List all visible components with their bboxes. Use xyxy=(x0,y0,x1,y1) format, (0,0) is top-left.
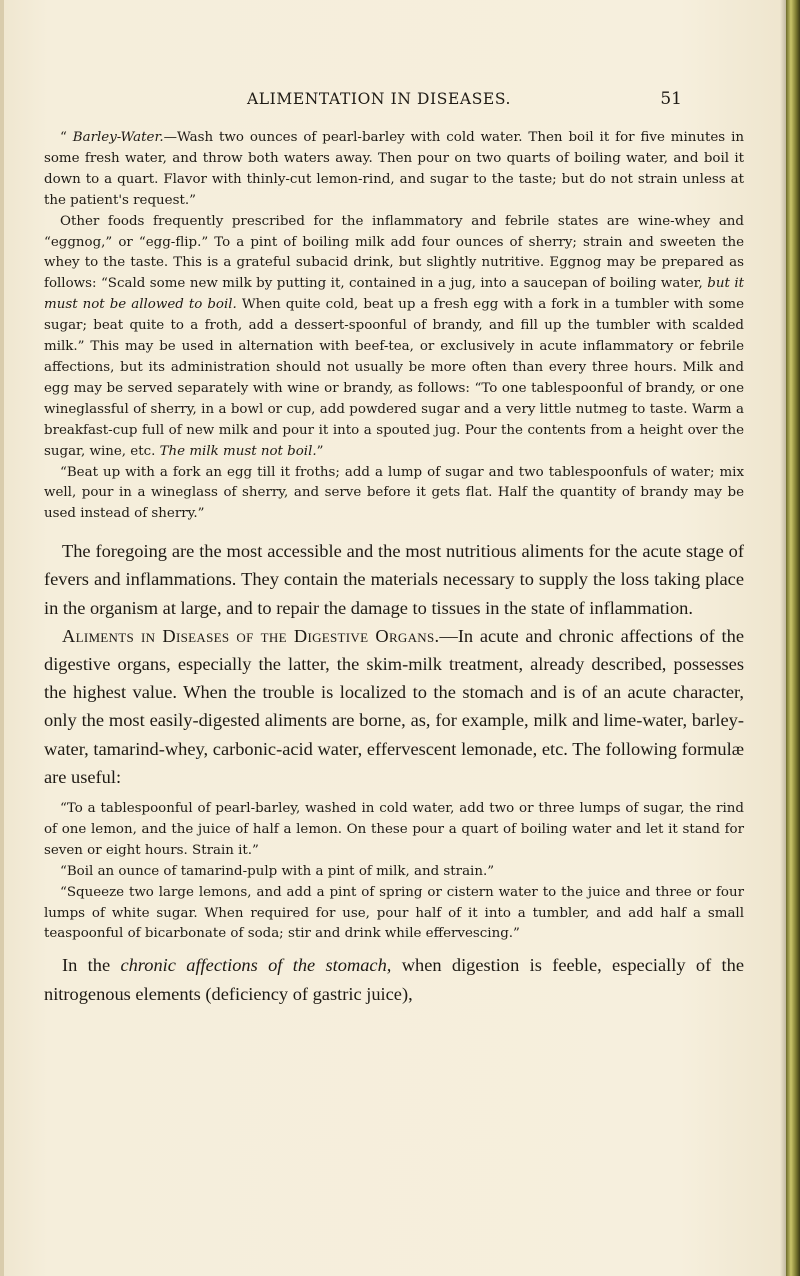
paragraph-text: —Wash two ounces of pearl-barley with cold water. Then boil it for five minutes in some fresh water, and throw both waters away. Then pour on two quarts of boiling water, and boil it down to a quart. Flavor with thinly-cut lemon-rind, and sugar to the taste; but do not strain unless at the patient's request.” xyxy=(44,130,744,208)
paragraph-text: when digestion is feeble, especially of the nitrogenous elements (deficiency of gastric juice), xyxy=(44,955,744,1004)
paragraph-text: In the xyxy=(62,955,121,976)
emphasis-text: chronic affections of the stomach, xyxy=(120,955,392,976)
page-left-edge xyxy=(0,0,4,1276)
paragraph-lemonade-formula: “Squeeze two large lemons, and add a pint of spring or cistern water to the juice and three or four lumps of white sugar. When required for use, pour half of it into a tumbler, and add half a small teaspoonful of bicarbonate of soda; stir and drink while effervescing.” xyxy=(44,884,744,942)
paragraph-text: ” xyxy=(316,443,324,459)
book-binding-edge xyxy=(786,0,800,1276)
section-heading: Aliments in Diseases of the Digestive Organs. xyxy=(62,625,440,646)
paragraph-digestive-organs xyxy=(44,622,744,791)
paragraph-eggnog xyxy=(44,212,744,463)
emphasis-text: The milk must not boil. xyxy=(159,443,317,459)
paragraph-text: —In acute and chronic affections of the digestive organs, especially the latter, the skim-milk treatment, already described, possesses the highest value. When the trouble is localized to the stomach and is of an acute character, only the most easily-digested aliments are borne, as, for example, milk and lime-water, barley-water, tamarind-whey, carbonic-acid water, effervescent lemonade, etc. The following formulæ are useful: xyxy=(44,625,744,787)
page-number: 51 xyxy=(660,89,682,109)
paragraph-barley-water: “ Barley-Water.—Wash two ounces of pearl-barley with cold water. Then boil it for five minutes in some fresh water, and throw both waters away. Then pour on two quarts of boiling water, and boil it down to a quart. Flavor with thinly-cut lemon-rind, and sugar to the taste; but do not strain unless at the patient's request.” xyxy=(44,130,744,208)
paragraph-egg-froth: “Beat up with a fork an egg till it froths; add a lump of sugar and two tablespoonfuls of water; mix well, pour in a wineglass of sherry, and serve before it gets flat. Half the quantity of brandy may be used instead of sherry.” xyxy=(44,464,744,522)
paragraph-text: When quite cold, beat up a fresh egg with a fork in a tumbler with some sugar; beat quite to a froth, add a dessert-spoonful of brandy, and fill up the tumbler with scalded milk.” This may be used in alternation with beef-tea, or exclusively in acute inflammatory or febrile affections, but its administration should not usually be more often than every three hours. Milk and egg may be served separately with wine or brandy, as follows: “To one tablespoonful of brandy, or one wineglassful of sherry, in a bowl or cup, add powdered sugar and a very little nutmeg to taste. Warm a breakfast-cup full of new milk and pour it into a spouted jug. Pour the contents from a height over the sugar, wine, etc. xyxy=(44,297,745,459)
paragraph-barley-formula: “To a tablespoonful of pearl-barley, washed in cold water, add two or three lumps of sugar, the rind of one lemon, and the juice of half a lemon. On these pour a quart of boiling water and let it stand for seven or eight hours. Strain it.” xyxy=(44,801,744,858)
paragraph-foregoing: The foregoing are the most accessible and the most nutritious aliments for the acute stage of fevers and inflammations. They contain the materials necessary to supply the loss taking place in the organism at large, and to repair the damage to tissues in the state of inflammation. xyxy=(44,541,744,618)
page-header xyxy=(76,90,682,114)
recipe-title-barley-water: Barley-Water. xyxy=(72,130,164,145)
paragraph-tamarind-formula: “Boil an ounce of tamarind-pulp with a pint of milk, and strain.” xyxy=(60,863,495,879)
running-head: ALIMENTATION IN DISEASES. xyxy=(246,90,512,108)
page-body xyxy=(44,128,744,1008)
paragraph-chronic-affections xyxy=(44,951,744,1007)
paragraph-text: Other foods frequently prescribed for the inflammatory and febrile states are wine-whey and “eggnog,” or “egg-flip.” To a pint of boiling milk add four ounces of sherry; strain and sweeten the whey to the taste. This is a grateful subacid drink, but slightly nutritive. Eggnog may be prepared as follows: “Scald some new milk by putting it, contained in a jug, into a saucepan of boiling water, xyxy=(44,213,744,292)
emphasis-text: but it must not be allowed to boil. xyxy=(44,276,744,313)
